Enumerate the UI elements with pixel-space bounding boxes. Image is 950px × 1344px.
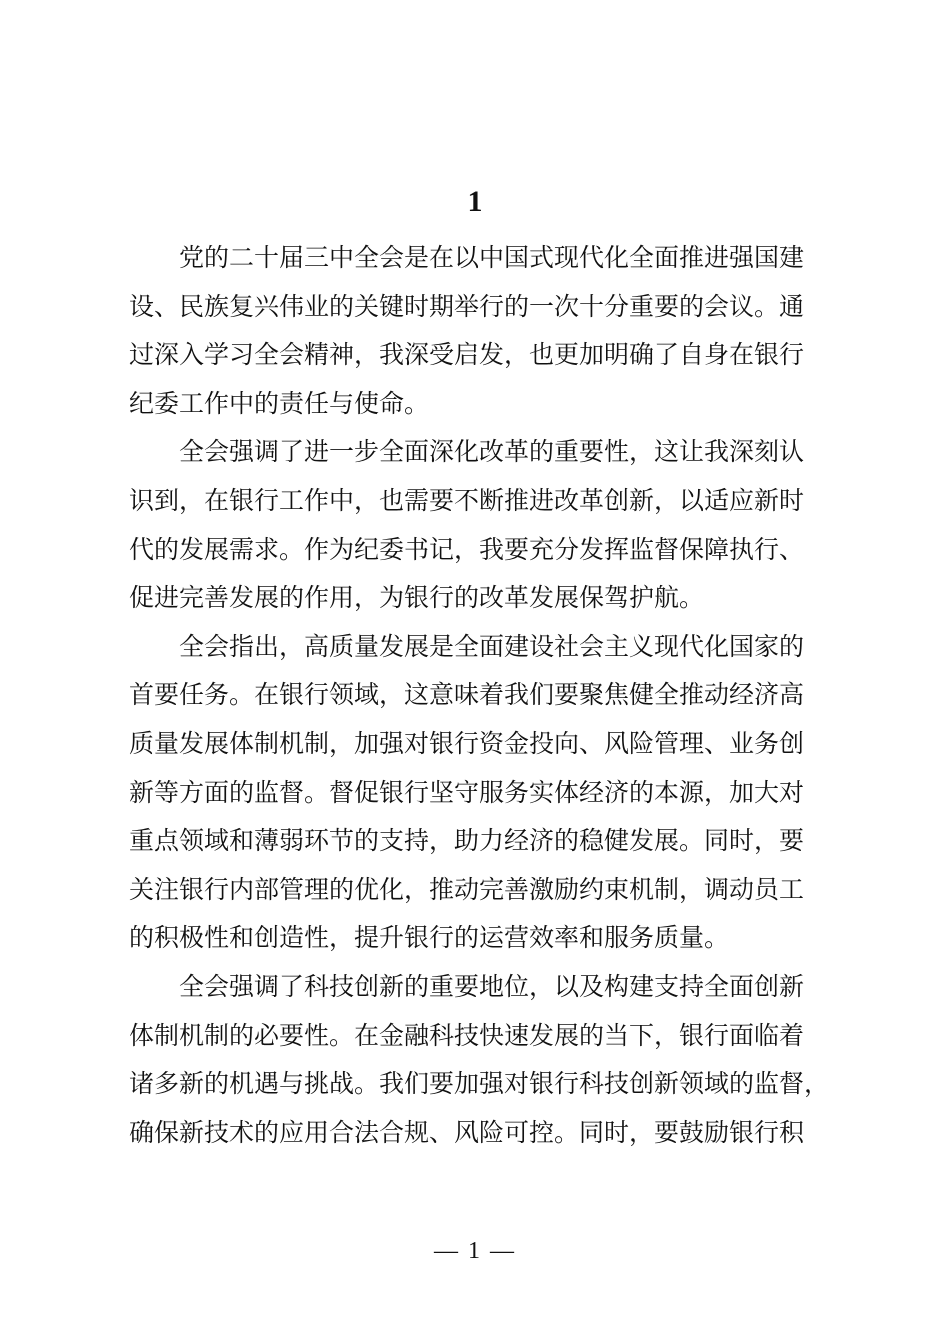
- paragraph-line: 过深入学习全会精神，我深受启发，也更加明确了自身在银行: [129, 340, 805, 370]
- paragraph-line: 全会强调了科技创新的重要地位，以及构建支持全面创新: [179, 971, 805, 1001]
- paragraph-line: 促进完善发展的作用，为银行的改革发展保驾护航。: [129, 583, 705, 613]
- paragraph-line: 设、民族复兴伟业的关键时期举行的一次十分重要的会议。通: [129, 291, 805, 321]
- paragraph-line: 关注银行内部管理的优化，推动完善激励约束机制，调动员工: [129, 874, 805, 904]
- paragraph-line: 全会强调了进一步全面深化改革的重要性，这让我深刻认: [179, 437, 805, 467]
- paragraph-line: 首要任务。在银行领域，这意味着我们要聚焦健全推动经济高: [129, 680, 805, 710]
- paragraph-4: [129, 963, 833, 1157]
- paragraph-line: 诸多新的机遇与挑战。我们要加强对银行科技创新领域的监督，: [129, 1069, 830, 1099]
- section-number: 1: [467, 185, 483, 218]
- paragraph-line: 全会指出，高质量发展是全面建设社会主义现代化国家的: [179, 631, 805, 661]
- document-body: [129, 234, 833, 1157]
- paragraph-3: [129, 623, 833, 963]
- paragraph-1: [129, 234, 833, 428]
- paragraph-line: 党的二十届三中全会是在以中国式现代化全面推进强国建: [179, 243, 805, 272]
- paragraph-line: 识到，在银行工作中，也需要不断推进改革创新，以适应新时: [129, 485, 805, 515]
- paragraph-line: 重点领域和薄弱环节的支持，助力经济的稳健发展。同时，要: [129, 826, 805, 856]
- paragraph-line: 纪委工作中的责任与使命。: [129, 388, 430, 418]
- page-number-footer: — 1 —: [434, 1238, 516, 1264]
- paragraph-line: 代的发展需求。作为纪委书记，我要充分发挥监督保障执行、: [129, 534, 805, 564]
- paragraph-line: 质量发展体制机制，加强对银行资金投向、风险管理、业务创: [129, 728, 805, 758]
- paragraph-line: 新等方面的监督。督促银行坚守服务实体经济的本源，加大对: [129, 777, 805, 807]
- paragraph-line: 体制机制的必要性。在金融科技快速发展的当下，银行面临着: [129, 1020, 805, 1050]
- paragraph-line: 的积极性和创造性，提升银行的运营效率和服务质量。: [129, 923, 730, 953]
- paragraph-line: 确保新技术的应用合法合规、风险可控。同时，要鼓励银行积: [129, 1117, 805, 1147]
- paragraph-2: [129, 428, 833, 622]
